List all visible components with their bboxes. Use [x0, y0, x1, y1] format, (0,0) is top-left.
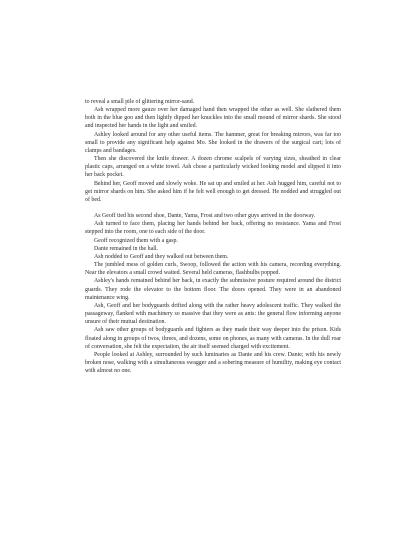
paragraph: to reveal a small pile of glittering mirror-sand. — [85, 99, 195, 105]
paragraph: As Geoff tied his second shoe, Dante, Yama, Frost and two other guys arrived in the doorway. — [94, 213, 316, 220]
paragraph: Behind her, Geoff moved and slowly woke. He sat up and smiled at her. Ash hugged him, careful not to get mirror shards on him. She asked him if he felt well enough to get dressed. He nodded and struggled out of bed. — [85, 180, 341, 203]
paragraph: Ashley's hands remained behind her back, in exactly the submissive posture required around the district guards. They rode the elevator to the bottom floor. The doors opened. They were in an abandoned maintenance wing. — [85, 278, 341, 301]
paragraph: Ash nodded to Geoff and they walked out between them. — [94, 253, 229, 260]
paragraph: Ash wrapped more gauze over her damaged hand then wrapped the other as well. She slathered them both in the blue goo and then lightly dipped her knuckles into the small mound of mirror shards. She stood and inspected her hands in the light and smiled. — [85, 107, 341, 130]
paragraph: Geoff recognized them with a gasp. — [94, 237, 178, 244]
paragraph: Ash, Geoff and her bodyguards drifted along with the rather heavy adolescent traffic. They walked the passageway, flanked with machinery so massive that they were as ants: the general flow informing anyone unsure of their mutual destination. — [85, 302, 341, 326]
paragraph: Ashley looked around for any other useful items. The hammer, great for breaking mirrors, was far too small to provide any significant help against Mo. She looked in the drawers of the surgical cart; lots of clamps and bandages. — [85, 131, 341, 154]
paragraph: Dante remained in the hall. — [94, 245, 158, 252]
body-text — [85, 98, 341, 375]
paragraph: Then she discovered the knife drawer. A dozen chrome scalpels of varying sizes, sheathed in clear plastic caps, arranged on a white towel. Ash chose a particularly wicked looking model and slipped it into her back pocket. — [85, 156, 341, 179]
paragraph: The jumbled mess of golden curls, Swoop, followed the action with his camera, recording everything. Near the elevators a small crowd waited. Several held cameras, flashbulbs popped. — [85, 262, 341, 277]
paragraph: Ash turned to face them, placing her hands behind her back, offering no resistance. Yama and Frost stepped into the room, one to each side of the door. — [85, 221, 341, 236]
paragraph: Ash saw other groups of bodyguards and fighters as they made their way deeper into the prison. Kids floated along in groups of twos, threes, and dozens, some on phones, as many with cameras. In the dull roar of conversation, she felt the expectation, the air itself seemed charged with excitement. — [85, 327, 341, 350]
paragraph: People looked at Ashley, surrounded by such luminaries as Dante and his crew. Dante; with his newly broken nose, walking with a simultaneous swagger and a sobering measure of humility, making eye contact with almost no one. — [85, 351, 341, 375]
